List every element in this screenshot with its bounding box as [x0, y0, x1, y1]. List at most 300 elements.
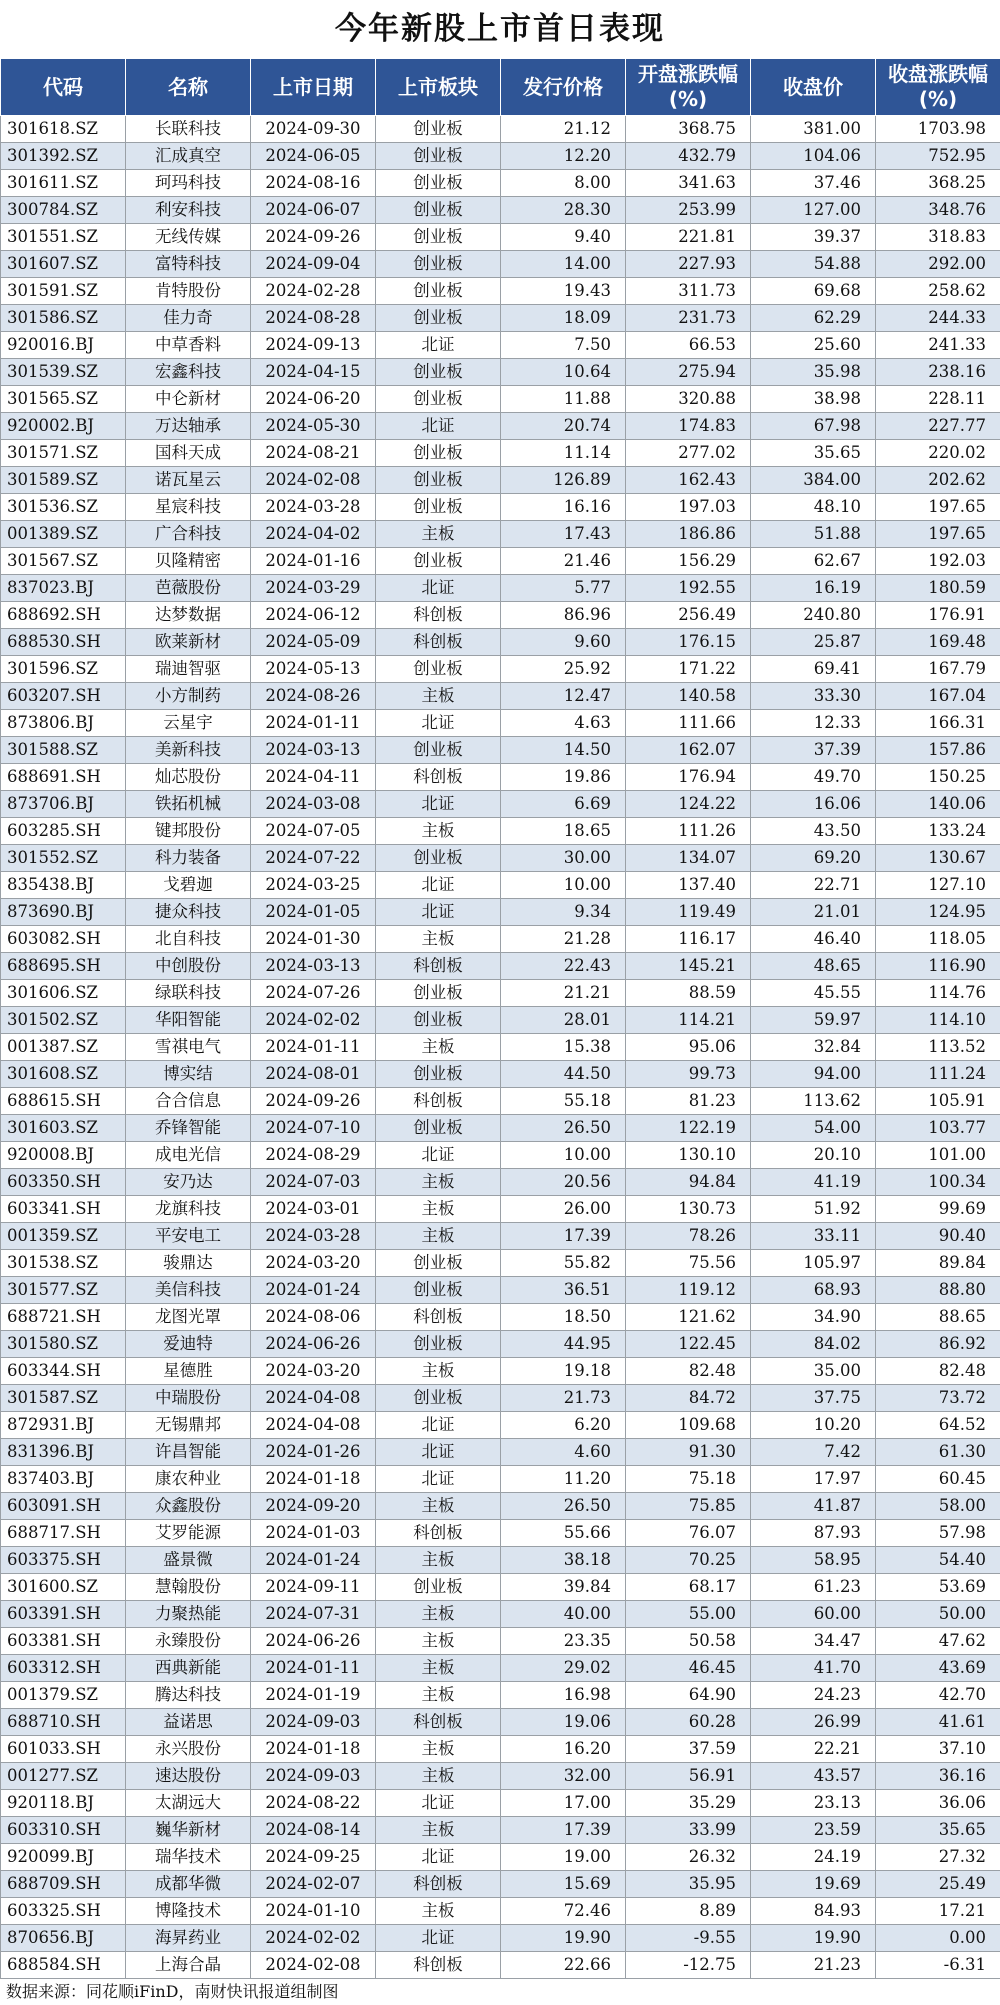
stock-code-cell: 873690.BJ: [1, 899, 126, 926]
close-change-cell: 166.31: [876, 710, 1000, 737]
issue-price-cell: 29.02: [501, 1655, 626, 1682]
close-change-cell: 27.32: [876, 1844, 1000, 1871]
stock-name-cell: 骏鼎达: [126, 1250, 251, 1277]
open-change-cell: -9.55: [626, 1925, 751, 1952]
close-price-cell: 67.98: [751, 413, 876, 440]
listing-board-cell: 创业板: [376, 224, 501, 251]
listing-board-cell: 科创板: [376, 602, 501, 629]
stock-code-cell: 301552.SZ: [1, 845, 126, 872]
stock-code-cell: 301591.SZ: [1, 278, 126, 305]
table-row: [1, 818, 1000, 845]
stock-code-cell: 603082.SH: [1, 926, 126, 953]
listing-date-cell: 2024-09-04: [251, 251, 376, 278]
open-change-cell: 75.85: [626, 1493, 751, 1520]
col-header-board: 上市板块: [376, 59, 501, 116]
close-price-cell: 62.67: [751, 548, 876, 575]
stock-code-cell: 688530.SH: [1, 629, 126, 656]
close-price-cell: 22.71: [751, 872, 876, 899]
close-change-cell: 90.40: [876, 1223, 1000, 1250]
listing-date-cell: 2024-04-02: [251, 521, 376, 548]
stock-code-cell: 301567.SZ: [1, 548, 126, 575]
open-change-cell: 84.72: [626, 1385, 751, 1412]
listing-board-cell: 创业板: [376, 1277, 501, 1304]
stock-code-cell: 301502.SZ: [1, 1007, 126, 1034]
stock-code-cell: 603375.SH: [1, 1547, 126, 1574]
stock-code-cell: 301539.SZ: [1, 359, 126, 386]
listing-date-cell: 2024-01-18: [251, 1736, 376, 1763]
stock-name-cell: 捷众科技: [126, 899, 251, 926]
close-price-cell: 25.60: [751, 332, 876, 359]
listing-board-cell: 北证: [376, 575, 501, 602]
stock-name-cell: 富特科技: [126, 251, 251, 278]
issue-price-cell: 26.50: [501, 1493, 626, 1520]
open-change-cell: 192.55: [626, 575, 751, 602]
open-change-cell: 121.62: [626, 1304, 751, 1331]
stock-code-cell: 300784.SZ: [1, 197, 126, 224]
stock-code-cell: 601033.SH: [1, 1736, 126, 1763]
listing-board-cell: 创业板: [376, 197, 501, 224]
listing-board-cell: 创业板: [376, 494, 501, 521]
listing-date-cell: 2024-02-07: [251, 1871, 376, 1898]
stock-code-cell: 001387.SZ: [1, 1034, 126, 1061]
listing-date-cell: 2024-02-02: [251, 1007, 376, 1034]
issue-price-cell: 21.28: [501, 926, 626, 953]
stock-name-cell: 西典新能: [126, 1655, 251, 1682]
open-change-cell: 55.00: [626, 1601, 751, 1628]
issue-price-cell: 20.56: [501, 1169, 626, 1196]
open-change-cell: 277.02: [626, 440, 751, 467]
issue-price-cell: 22.43: [501, 953, 626, 980]
stock-name-cell: 安乃达: [126, 1169, 251, 1196]
open-change-cell: 82.48: [626, 1358, 751, 1385]
listing-board-cell: 主板: [376, 818, 501, 845]
issue-price-cell: 5.77: [501, 575, 626, 602]
close-price-cell: 41.19: [751, 1169, 876, 1196]
table-row: [1, 1196, 1000, 1223]
listing-board-cell: 北证: [376, 1466, 501, 1493]
stock-name-cell: 力聚热能: [126, 1601, 251, 1628]
issue-price-cell: 28.30: [501, 197, 626, 224]
table-row: [1, 1817, 1000, 1844]
listing-board-cell: 北证: [376, 1412, 501, 1439]
close-price-cell: 21.01: [751, 899, 876, 926]
table-row: [1, 1493, 1000, 1520]
stock-name-cell: 康农种业: [126, 1466, 251, 1493]
stock-name-cell: 达梦数据: [126, 602, 251, 629]
table-row: [1, 1871, 1000, 1898]
listing-date-cell: 2024-01-11: [251, 1034, 376, 1061]
table-row: [1, 197, 1000, 224]
issue-price-cell: 28.01: [501, 1007, 626, 1034]
listing-board-cell: 主板: [376, 1358, 501, 1385]
open-change-cell: 174.83: [626, 413, 751, 440]
stock-code-cell: 688692.SH: [1, 602, 126, 629]
close-change-cell: 73.72: [876, 1385, 1000, 1412]
open-change-cell: 26.32: [626, 1844, 751, 1871]
table-row: [1, 1304, 1000, 1331]
close-price-cell: 43.50: [751, 818, 876, 845]
stock-name-cell: 贝隆精密: [126, 548, 251, 575]
stock-name-cell: 太湖远大: [126, 1790, 251, 1817]
listing-date-cell: 2024-01-24: [251, 1547, 376, 1574]
stock-name-cell: 灿芯股份: [126, 764, 251, 791]
listing-board-cell: 创业板: [376, 251, 501, 278]
table-row: [1, 1331, 1000, 1358]
open-change-cell: 70.25: [626, 1547, 751, 1574]
close-price-cell: 54.00: [751, 1115, 876, 1142]
close-price-cell: 384.00: [751, 467, 876, 494]
stock-code-cell: 301586.SZ: [1, 305, 126, 332]
listing-date-cell: 2024-09-20: [251, 1493, 376, 1520]
listing-date-cell: 2024-01-30: [251, 926, 376, 953]
table-row: [1, 1601, 1000, 1628]
close-price-cell: 38.98: [751, 386, 876, 413]
open-change-cell: 124.22: [626, 791, 751, 818]
stock-name-cell: 上海合晶: [126, 1952, 251, 1979]
close-change-cell: 57.98: [876, 1520, 1000, 1547]
table-row: [1, 1736, 1000, 1763]
open-change-cell: 111.26: [626, 818, 751, 845]
listing-date-cell: 2024-03-13: [251, 953, 376, 980]
close-change-cell: 241.33: [876, 332, 1000, 359]
table-row: [1, 1763, 1000, 1790]
stock-name-cell: 瑞华技术: [126, 1844, 251, 1871]
stock-code-cell: 870656.BJ: [1, 1925, 126, 1952]
issue-price-cell: 26.00: [501, 1196, 626, 1223]
issue-price-cell: 55.82: [501, 1250, 626, 1277]
open-change-cell: 60.28: [626, 1709, 751, 1736]
open-change-cell: 140.58: [626, 683, 751, 710]
listing-date-cell: 2024-09-11: [251, 1574, 376, 1601]
stock-code-cell: 688710.SH: [1, 1709, 126, 1736]
listing-board-cell: 创业板: [376, 1331, 501, 1358]
listing-date-cell: 2024-03-20: [251, 1250, 376, 1277]
close-change-cell: 100.34: [876, 1169, 1000, 1196]
stock-code-cell: 920118.BJ: [1, 1790, 126, 1817]
close-price-cell: 49.70: [751, 764, 876, 791]
stock-name-cell: 云星宇: [126, 710, 251, 737]
table-row: [1, 386, 1000, 413]
listing-board-cell: 北证: [376, 1790, 501, 1817]
open-change-cell: 88.59: [626, 980, 751, 1007]
close-price-cell: 60.00: [751, 1601, 876, 1628]
close-change-cell: 114.10: [876, 1007, 1000, 1034]
close-price-cell: 69.20: [751, 845, 876, 872]
table-row: [1, 1574, 1000, 1601]
close-price-cell: 41.70: [751, 1655, 876, 1682]
open-change-cell: 81.23: [626, 1088, 751, 1115]
close-change-cell: 238.16: [876, 359, 1000, 386]
close-change-cell: 88.65: [876, 1304, 1000, 1331]
listing-date-cell: 2024-07-10: [251, 1115, 376, 1142]
listing-board-cell: 北证: [376, 899, 501, 926]
issue-price-cell: 15.38: [501, 1034, 626, 1061]
close-price-cell: 24.19: [751, 1844, 876, 1871]
listing-board-cell: 北证: [376, 710, 501, 737]
listing-date-cell: 2024-01-18: [251, 1466, 376, 1493]
stock-code-cell: 301551.SZ: [1, 224, 126, 251]
table-body: [1, 116, 1000, 1979]
stock-name-cell: 欧莱新材: [126, 629, 251, 656]
stock-name-cell: 腾达科技: [126, 1682, 251, 1709]
close-price-cell: 19.90: [751, 1925, 876, 1952]
table-row: [1, 1358, 1000, 1385]
close-price-cell: 94.00: [751, 1061, 876, 1088]
issue-price-cell: 86.96: [501, 602, 626, 629]
listing-board-cell: 主板: [376, 1223, 501, 1250]
stock-name-cell: 广合科技: [126, 521, 251, 548]
stock-name-cell: 戈碧迦: [126, 872, 251, 899]
table-row: [1, 1439, 1000, 1466]
close-change-cell: 53.69: [876, 1574, 1000, 1601]
col-header-code: 代码: [1, 59, 126, 116]
stock-code-cell: 603341.SH: [1, 1196, 126, 1223]
close-change-cell: 86.92: [876, 1331, 1000, 1358]
listing-board-cell: 主板: [376, 1655, 501, 1682]
stock-code-cell: 603285.SH: [1, 818, 126, 845]
issue-price-cell: 30.00: [501, 845, 626, 872]
stock-name-cell: 肯特股份: [126, 278, 251, 305]
stock-name-cell: 绿联科技: [126, 980, 251, 1007]
open-change-cell: 95.06: [626, 1034, 751, 1061]
open-change-cell: 78.26: [626, 1223, 751, 1250]
listing-board-cell: 创业板: [376, 170, 501, 197]
table-row: [1, 575, 1000, 602]
open-change-cell: 99.73: [626, 1061, 751, 1088]
open-change-cell: 341.63: [626, 170, 751, 197]
table-row: [1, 251, 1000, 278]
listing-date-cell: 2024-06-20: [251, 386, 376, 413]
close-price-cell: 84.93: [751, 1898, 876, 1925]
open-change-cell: 311.73: [626, 278, 751, 305]
listing-date-cell: 2024-01-11: [251, 1655, 376, 1682]
listing-board-cell: 创业板: [376, 845, 501, 872]
listing-board-cell: 创业板: [376, 143, 501, 170]
stock-name-cell: 佳力奇: [126, 305, 251, 332]
close-price-cell: 22.21: [751, 1736, 876, 1763]
data-source-note: 数据来源：同花顺iFinD，南财快讯报道组制图: [0, 1979, 1000, 2005]
close-change-cell: 89.84: [876, 1250, 1000, 1277]
open-change-cell: 91.30: [626, 1439, 751, 1466]
close-change-cell: 82.48: [876, 1358, 1000, 1385]
issue-price-cell: 9.40: [501, 224, 626, 251]
listing-board-cell: 北证: [376, 791, 501, 818]
listing-date-cell: 2024-09-13: [251, 332, 376, 359]
stock-code-cell: 301565.SZ: [1, 386, 126, 413]
stock-name-cell: 美信科技: [126, 1277, 251, 1304]
table-row: [1, 1844, 1000, 1871]
issue-price-cell: 38.18: [501, 1547, 626, 1574]
listing-date-cell: 2024-07-05: [251, 818, 376, 845]
close-change-cell: 105.91: [876, 1088, 1000, 1115]
open-change-cell: 35.95: [626, 1871, 751, 1898]
open-change-cell: 119.12: [626, 1277, 751, 1304]
open-change-cell: 156.29: [626, 548, 751, 575]
open-change-cell: 368.75: [626, 116, 751, 143]
stock-code-cell: 920008.BJ: [1, 1142, 126, 1169]
close-price-cell: 35.98: [751, 359, 876, 386]
close-change-cell: 41.61: [876, 1709, 1000, 1736]
listing-date-cell: 2024-09-26: [251, 224, 376, 251]
table-row: [1, 656, 1000, 683]
issue-price-cell: 10.00: [501, 1142, 626, 1169]
open-change-cell: 116.17: [626, 926, 751, 953]
stock-code-cell: 837023.BJ: [1, 575, 126, 602]
table-row: [1, 413, 1000, 440]
open-change-cell: 186.86: [626, 521, 751, 548]
stock-code-cell: 301577.SZ: [1, 1277, 126, 1304]
open-change-cell: 162.43: [626, 467, 751, 494]
open-change-cell: 56.91: [626, 1763, 751, 1790]
close-change-cell: 42.70: [876, 1682, 1000, 1709]
close-change-cell: 50.00: [876, 1601, 1000, 1628]
table-row: [1, 953, 1000, 980]
close-price-cell: 381.00: [751, 116, 876, 143]
open-change-cell: 231.73: [626, 305, 751, 332]
table-row: [1, 791, 1000, 818]
stock-name-cell: 艾罗能源: [126, 1520, 251, 1547]
close-price-cell: 26.99: [751, 1709, 876, 1736]
issue-price-cell: 14.50: [501, 737, 626, 764]
open-change-cell: 46.45: [626, 1655, 751, 1682]
stock-name-cell: 芭薇股份: [126, 575, 251, 602]
table-row: [1, 494, 1000, 521]
listing-date-cell: 2024-05-30: [251, 413, 376, 440]
close-price-cell: 17.97: [751, 1466, 876, 1493]
close-price-cell: 21.23: [751, 1952, 876, 1979]
open-change-cell: 253.99: [626, 197, 751, 224]
issue-price-cell: 12.20: [501, 143, 626, 170]
listing-date-cell: 2024-03-29: [251, 575, 376, 602]
open-change-cell: 119.49: [626, 899, 751, 926]
listing-date-cell: 2024-01-19: [251, 1682, 376, 1709]
stock-name-cell: 美新科技: [126, 737, 251, 764]
stock-code-cell: 301608.SZ: [1, 1061, 126, 1088]
table-row: [1, 170, 1000, 197]
close-price-cell: 37.75: [751, 1385, 876, 1412]
issue-price-cell: 36.51: [501, 1277, 626, 1304]
issue-price-cell: 18.09: [501, 305, 626, 332]
close-change-cell: 133.24: [876, 818, 1000, 845]
stock-name-cell: 龙旗科技: [126, 1196, 251, 1223]
close-price-cell: 46.40: [751, 926, 876, 953]
close-price-cell: 37.46: [751, 170, 876, 197]
stock-name-cell: 宏鑫科技: [126, 359, 251, 386]
table-row: [1, 116, 1000, 143]
listing-date-cell: 2024-09-26: [251, 1088, 376, 1115]
stock-name-cell: 博实结: [126, 1061, 251, 1088]
stock-name-cell: 合合信息: [126, 1088, 251, 1115]
issue-price-cell: 16.98: [501, 1682, 626, 1709]
table-title: 今年新股上市首日表现: [0, 0, 1000, 58]
issue-price-cell: 18.65: [501, 818, 626, 845]
close-change-cell: 348.76: [876, 197, 1000, 224]
stock-name-cell: 万达轴承: [126, 413, 251, 440]
close-price-cell: 69.68: [751, 278, 876, 305]
open-change-cell: 320.88: [626, 386, 751, 413]
stock-code-cell: 301580.SZ: [1, 1331, 126, 1358]
col-header-close-change: 收盘涨跌幅 (%): [876, 59, 1000, 116]
stock-code-cell: 688695.SH: [1, 953, 126, 980]
listing-board-cell: 主板: [376, 683, 501, 710]
stock-name-cell: 珂玛科技: [126, 170, 251, 197]
issue-price-cell: 6.69: [501, 791, 626, 818]
listing-board-cell: 北证: [376, 413, 501, 440]
listing-board-cell: 创业板: [376, 1385, 501, 1412]
table-row: [1, 1628, 1000, 1655]
stock-name-cell: 成电光信: [126, 1142, 251, 1169]
table-row: [1, 1115, 1000, 1142]
close-price-cell: 58.95: [751, 1547, 876, 1574]
listing-board-cell: 创业板: [376, 467, 501, 494]
listing-board-cell: 科创板: [376, 764, 501, 791]
table-row: [1, 764, 1000, 791]
table-row: [1, 1061, 1000, 1088]
issue-price-cell: 4.63: [501, 710, 626, 737]
issue-price-cell: 20.74: [501, 413, 626, 440]
open-change-cell: 76.07: [626, 1520, 751, 1547]
close-change-cell: 36.16: [876, 1763, 1000, 1790]
listing-date-cell: 2024-01-26: [251, 1439, 376, 1466]
open-change-cell: 134.07: [626, 845, 751, 872]
close-price-cell: 105.97: [751, 1250, 876, 1277]
close-change-cell: 101.00: [876, 1142, 1000, 1169]
listing-board-cell: 科创板: [376, 1088, 501, 1115]
issue-price-cell: 16.20: [501, 1736, 626, 1763]
stock-name-cell: 巍华新材: [126, 1817, 251, 1844]
listing-board-cell: 创业板: [376, 1007, 501, 1034]
close-price-cell: 45.55: [751, 980, 876, 1007]
table-row: [1, 683, 1000, 710]
listing-board-cell: 主板: [376, 1601, 501, 1628]
close-change-cell: 167.79: [876, 656, 1000, 683]
stock-code-cell: 920002.BJ: [1, 413, 126, 440]
issue-price-cell: 18.50: [501, 1304, 626, 1331]
stock-code-cell: 831396.BJ: [1, 1439, 126, 1466]
listing-date-cell: 2024-08-22: [251, 1790, 376, 1817]
close-change-cell: 114.76: [876, 980, 1000, 1007]
listing-date-cell: 2024-09-30: [251, 116, 376, 143]
open-change-cell: 227.93: [626, 251, 751, 278]
listing-date-cell: 2024-06-12: [251, 602, 376, 629]
listing-board-cell: 主板: [376, 1547, 501, 1574]
issue-price-cell: 55.66: [501, 1520, 626, 1547]
close-change-cell: 227.77: [876, 413, 1000, 440]
listing-board-cell: 北证: [376, 1439, 501, 1466]
open-change-cell: 75.18: [626, 1466, 751, 1493]
table-row: [1, 737, 1000, 764]
close-price-cell: 24.23: [751, 1682, 876, 1709]
stock-name-cell: 慧翰股份: [126, 1574, 251, 1601]
stock-code-cell: 688717.SH: [1, 1520, 126, 1547]
table-row: [1, 440, 1000, 467]
close-change-cell: 37.10: [876, 1736, 1000, 1763]
listing-board-cell: 科创板: [376, 1871, 501, 1898]
stock-name-cell: 雪祺电气: [126, 1034, 251, 1061]
issue-price-cell: 4.60: [501, 1439, 626, 1466]
stock-code-cell: 001389.SZ: [1, 521, 126, 548]
col-header-close-price: 收盘价: [751, 59, 876, 116]
issue-price-cell: 14.00: [501, 251, 626, 278]
close-price-cell: 48.10: [751, 494, 876, 521]
stock-name-cell: 北自科技: [126, 926, 251, 953]
stock-code-cell: 001379.SZ: [1, 1682, 126, 1709]
ipo-table: [0, 58, 1000, 1979]
stock-name-cell: 小方制药: [126, 683, 251, 710]
listing-date-cell: 2024-02-28: [251, 278, 376, 305]
table-row: [1, 1412, 1000, 1439]
listing-board-cell: 主板: [376, 521, 501, 548]
